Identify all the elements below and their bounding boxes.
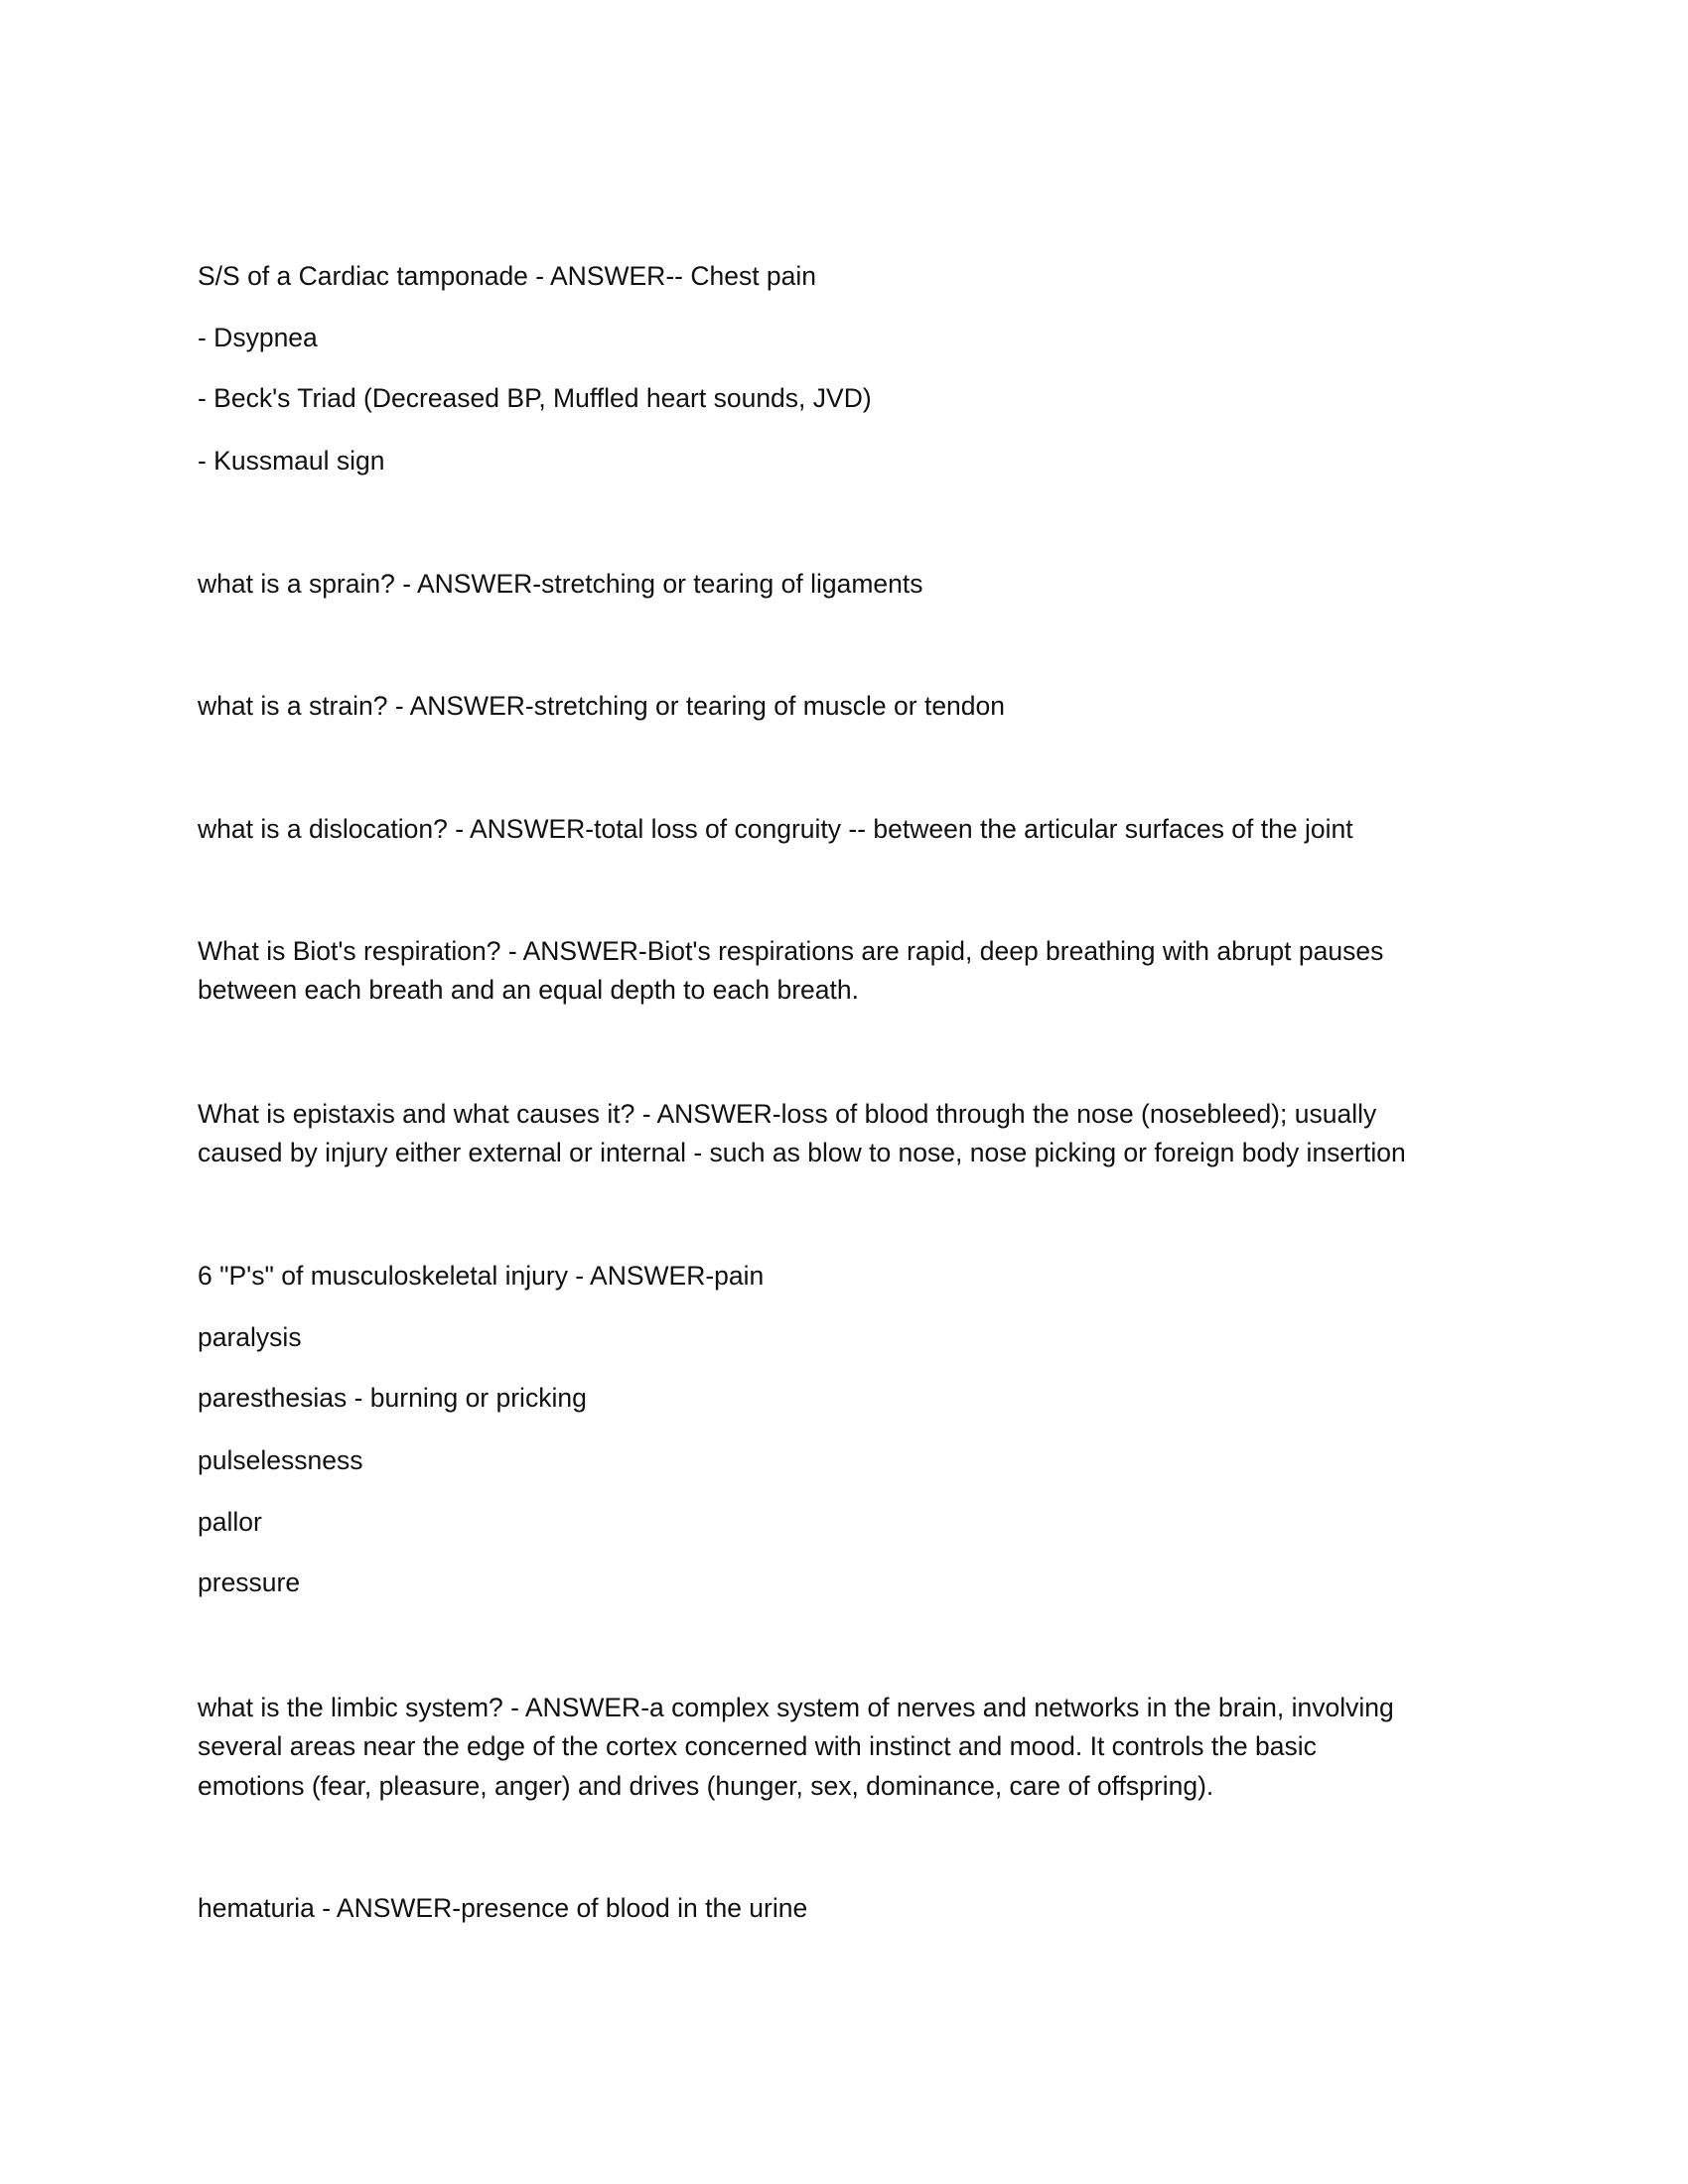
text-line: what is a sprain? - ANSWER-stretching or tearing of ligaments — [198, 569, 923, 599]
text-line: pulselessness — [198, 1445, 363, 1475]
text-line: paralysis — [198, 1322, 302, 1352]
text-line: emotions (fear, pleasure, anger) and drives (hunger, sex, dominance, care of offspring). — [198, 1771, 1214, 1801]
text-line: - Dsypnea — [198, 323, 318, 352]
text-line: what is the limbic system? - ANSWER-a complex system of nerves and networks in the brain, involving — [198, 1693, 1394, 1722]
text-line: pressure — [198, 1568, 301, 1597]
text-line: 6 "P's" of musculoskeletal injury - ANSWER-pain — [198, 1261, 765, 1291]
text-line: What is epistaxis and what causes it? - ANSWER-loss of blood through the nose (nosebleed); usually — [198, 1099, 1377, 1129]
text-line: several areas near the edge of the cortex concerned with instinct and mood. It controls the basic — [198, 1731, 1317, 1761]
text-line: between each breath and an equal depth to each breath. — [198, 975, 859, 1005]
text-line: What is Biot's respiration? - ANSWER-Biot's respirations are rapid, deep breathing with abrupt pauses — [198, 936, 1384, 966]
text-line: S/S of a Cardiac tamponade - ANSWER-- Chest pain — [198, 261, 817, 291]
text-line: - Beck's Triad (Decreased BP, Muffled heart sounds, JVD) — [198, 383, 872, 413]
text-line: hematuria - ANSWER-presence of blood in the urine — [198, 1893, 808, 1923]
text-line: caused by injury either external or internal - such as blow to nose, nose picking or foreign body insertion — [198, 1138, 1406, 1167]
text-line: what is a dislocation? - ANSWER-total loss of congruity -- between the articular surfaces of the joint — [198, 814, 1353, 844]
text-line: paresthesias - burning or pricking — [198, 1383, 587, 1413]
text-line: pallor — [198, 1507, 262, 1537]
text-line: - Kussmaul sign — [198, 446, 385, 476]
text-line: what is a strain? - ANSWER-stretching or tearing of muscle or tendon — [198, 691, 1006, 721]
